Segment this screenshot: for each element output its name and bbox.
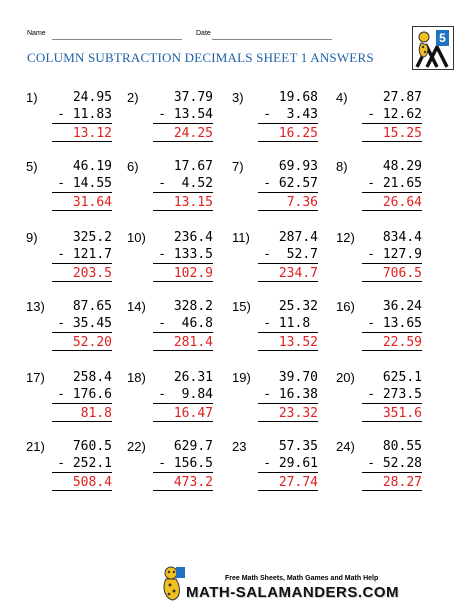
minuend: 26.31 — [173, 370, 213, 385]
subtraction-rule — [258, 263, 318, 264]
answer: 706.5 — [382, 266, 422, 281]
minuend: 80.55 — [382, 439, 422, 454]
answer-rule — [52, 421, 112, 422]
problem-item — [127, 370, 213, 430]
minuend: 27.87 — [382, 90, 422, 105]
problem-number: 4) — [336, 90, 348, 105]
problem-number: 7) — [232, 159, 244, 174]
subtrahend: - 176.6 — [57, 387, 112, 402]
subtraction-rule — [258, 403, 318, 404]
problem-item — [336, 370, 422, 430]
minuend: 24.95 — [72, 90, 112, 105]
minuend: 629.7 — [173, 439, 213, 454]
subtrahend: - 21.65 — [367, 176, 422, 191]
page-title: COLUMN SUBTRACTION DECIMALS SHEET 1 ANSWERS — [27, 50, 374, 65]
subtraction-rule — [52, 123, 112, 124]
answer-rule — [258, 210, 318, 211]
answer-rule — [362, 490, 422, 491]
problem-number: 10) — [127, 230, 146, 245]
subtraction-rule — [153, 403, 213, 404]
problem-number: 1) — [26, 90, 38, 105]
subtraction-rule — [52, 192, 112, 193]
answer: 473.2 — [173, 475, 213, 490]
problem-number: 2) — [127, 90, 139, 105]
answer: 13.52 — [278, 335, 318, 350]
problem-number: 19) — [232, 370, 251, 385]
answer: 22.59 — [382, 335, 422, 350]
grade-badge: 5 — [436, 30, 449, 46]
problem-item — [232, 90, 318, 150]
minuend: 17.67 — [173, 159, 213, 174]
problem-number: 20) — [336, 370, 355, 385]
minuend: 19.68 — [278, 90, 318, 105]
subtrahend: - 62.57 — [263, 176, 318, 191]
date-line[interactable] — [212, 39, 332, 40]
subtraction-rule — [258, 472, 318, 473]
subtrahend: - 3.43 — [263, 107, 318, 122]
answer-rule — [52, 210, 112, 211]
minuend: 258.4 — [72, 370, 112, 385]
answer: 26.64 — [382, 195, 422, 210]
problem-number: 24) — [336, 439, 355, 454]
answer: 28.27 — [382, 475, 422, 490]
answer-rule — [362, 141, 422, 142]
problem-item — [26, 439, 112, 499]
problem-item — [232, 299, 318, 359]
answer: 7.36 — [286, 195, 318, 210]
answer: 81.8 — [80, 406, 112, 421]
problem-number: 6) — [127, 159, 139, 174]
answer-rule — [153, 141, 213, 142]
problem-item — [336, 299, 422, 359]
problem-item — [127, 299, 213, 359]
subtrahend: - 11.83 — [57, 107, 112, 122]
problem-item — [26, 159, 112, 219]
minuend: 25.32 — [278, 299, 318, 314]
minuend: 287.4 — [278, 230, 318, 245]
minuend: 37.79 — [173, 90, 213, 105]
answer-rule — [362, 350, 422, 351]
subtraction-rule — [153, 472, 213, 473]
subtrahend: - 121.7 — [57, 247, 112, 262]
problem-item — [127, 90, 213, 150]
problem-item — [232, 370, 318, 430]
problem-number: 9) — [26, 230, 38, 245]
problem-item — [336, 159, 422, 219]
minuend: 236.4 — [173, 230, 213, 245]
salamander-logo-icon — [412, 26, 454, 70]
problem-number: 3) — [232, 90, 244, 105]
name-line[interactable] — [52, 39, 182, 40]
answer: 102.9 — [173, 266, 213, 281]
subtraction-rule — [362, 332, 422, 333]
subtraction-rule — [52, 263, 112, 264]
problem-item — [26, 299, 112, 359]
problem-item — [127, 230, 213, 290]
answer: 15.25 — [382, 126, 422, 141]
subtrahend: - 13.54 — [158, 107, 213, 122]
problem-number: 13) — [26, 299, 45, 314]
problem-item — [127, 159, 213, 219]
subtrahend: - 11.8 — [263, 316, 318, 331]
answer-rule — [153, 421, 213, 422]
subtrahend: - 156.5 — [158, 456, 213, 471]
answer: 13.12 — [72, 126, 112, 141]
answer: 23.32 — [278, 406, 318, 421]
minuend: 36.24 — [382, 299, 422, 314]
subtraction-rule — [362, 403, 422, 404]
minuend: 87.65 — [72, 299, 112, 314]
problem-number: 17) — [26, 370, 45, 385]
subtraction-rule — [52, 332, 112, 333]
subtrahend: - 127.9 — [367, 247, 422, 262]
answer-rule — [258, 490, 318, 491]
minuend: 760.5 — [72, 439, 112, 454]
answer-rule — [52, 350, 112, 351]
answer: 281.4 — [173, 335, 213, 350]
problem-item — [336, 230, 422, 290]
answer: 13.15 — [173, 195, 213, 210]
subtrahend: - 29.61 — [263, 456, 318, 471]
answer: 52.20 — [72, 335, 112, 350]
subtraction-rule — [153, 123, 213, 124]
problem-number: 12) — [336, 230, 355, 245]
subtraction-rule — [153, 192, 213, 193]
problem-number: 11) — [232, 230, 250, 245]
problem-item — [26, 90, 112, 150]
answer-rule — [52, 490, 112, 491]
subtraction-rule — [362, 192, 422, 193]
subtrahend: - 35.45 — [57, 316, 112, 331]
name-label: Name — [27, 30, 46, 37]
answer-rule — [258, 350, 318, 351]
problem-item — [232, 159, 318, 219]
problem-item — [232, 439, 318, 499]
footer-brand-link[interactable]: MATH-SALAMANDERS.COM — [186, 584, 400, 601]
minuend: 834.4 — [382, 230, 422, 245]
subtrahend: - 133.5 — [158, 247, 213, 262]
subtraction-rule — [258, 192, 318, 193]
subtraction-rule — [258, 123, 318, 124]
answer-rule — [153, 281, 213, 282]
subtraction-rule — [52, 472, 112, 473]
answer: 203.5 — [72, 266, 112, 281]
subtrahend: - 9.84 — [158, 387, 213, 402]
footer-tagline: Free Math Sheets, Math Games and Math Help — [225, 575, 379, 582]
minuend: 39.70 — [278, 370, 318, 385]
subtrahend: - 12.62 — [367, 107, 422, 122]
problem-item — [336, 439, 422, 499]
minuend: 69.93 — [278, 159, 318, 174]
subtrahend: - 252.1 — [57, 456, 112, 471]
subtrahend: - 16.38 — [263, 387, 318, 402]
problem-item — [26, 370, 112, 430]
answer-rule — [362, 421, 422, 422]
minuend: 48.29 — [382, 159, 422, 174]
answer: 351.6 — [382, 406, 422, 421]
problem-item — [336, 90, 422, 150]
answer: 24.25 — [173, 126, 213, 141]
problem-item — [26, 230, 112, 290]
subtraction-rule — [153, 332, 213, 333]
subtraction-rule — [52, 403, 112, 404]
problem-number: 22) — [127, 439, 146, 454]
answer: 16.25 — [278, 126, 318, 141]
answer-rule — [153, 210, 213, 211]
minuend: 46.19 — [72, 159, 112, 174]
subtraction-rule — [153, 263, 213, 264]
problem-number: 5) — [26, 159, 38, 174]
answer: 16.47 — [173, 406, 213, 421]
minuend: 57.35 — [278, 439, 318, 454]
subtrahend: - 46.8 — [158, 316, 213, 331]
answer-rule — [258, 421, 318, 422]
answer-rule — [52, 141, 112, 142]
answer-rule — [153, 350, 213, 351]
date-label: Date — [196, 30, 211, 37]
minuend: 625.1 — [382, 370, 422, 385]
problem-item — [127, 439, 213, 499]
answer-rule — [153, 490, 213, 491]
problem-number: 18) — [127, 370, 146, 385]
salamander-icon — [158, 565, 188, 603]
problem-number: 21) — [26, 439, 45, 454]
answer-rule — [362, 210, 422, 211]
problem-number: 23 — [232, 439, 247, 454]
problem-number: 16) — [336, 299, 355, 314]
minuend: 328.2 — [173, 299, 213, 314]
subtraction-rule — [362, 472, 422, 473]
subtrahend: - 4.52 — [158, 176, 213, 191]
problem-number: 15) — [232, 299, 251, 314]
answer: 234.7 — [278, 266, 318, 281]
subtrahend: - 13.65 — [367, 316, 422, 331]
subtrahend: - 52.7 — [263, 247, 318, 262]
answer: 508.4 — [72, 475, 112, 490]
minuend: 325.2 — [72, 230, 112, 245]
subtraction-rule — [362, 263, 422, 264]
subtraction-rule — [258, 332, 318, 333]
answer: 31.64 — [72, 195, 112, 210]
subtrahend: - 14.55 — [57, 176, 112, 191]
problem-item — [232, 230, 318, 290]
subtrahend: - 273.5 — [367, 387, 422, 402]
subtrahend: - 52.28 — [367, 456, 422, 471]
answer: 27.74 — [278, 475, 318, 490]
problem-number: 14) — [127, 299, 146, 314]
answer-rule — [258, 141, 318, 142]
problem-number: 8) — [336, 159, 348, 174]
answer-rule — [258, 281, 318, 282]
answer-rule — [52, 281, 112, 282]
subtraction-rule — [362, 123, 422, 124]
answer-rule — [362, 281, 422, 282]
